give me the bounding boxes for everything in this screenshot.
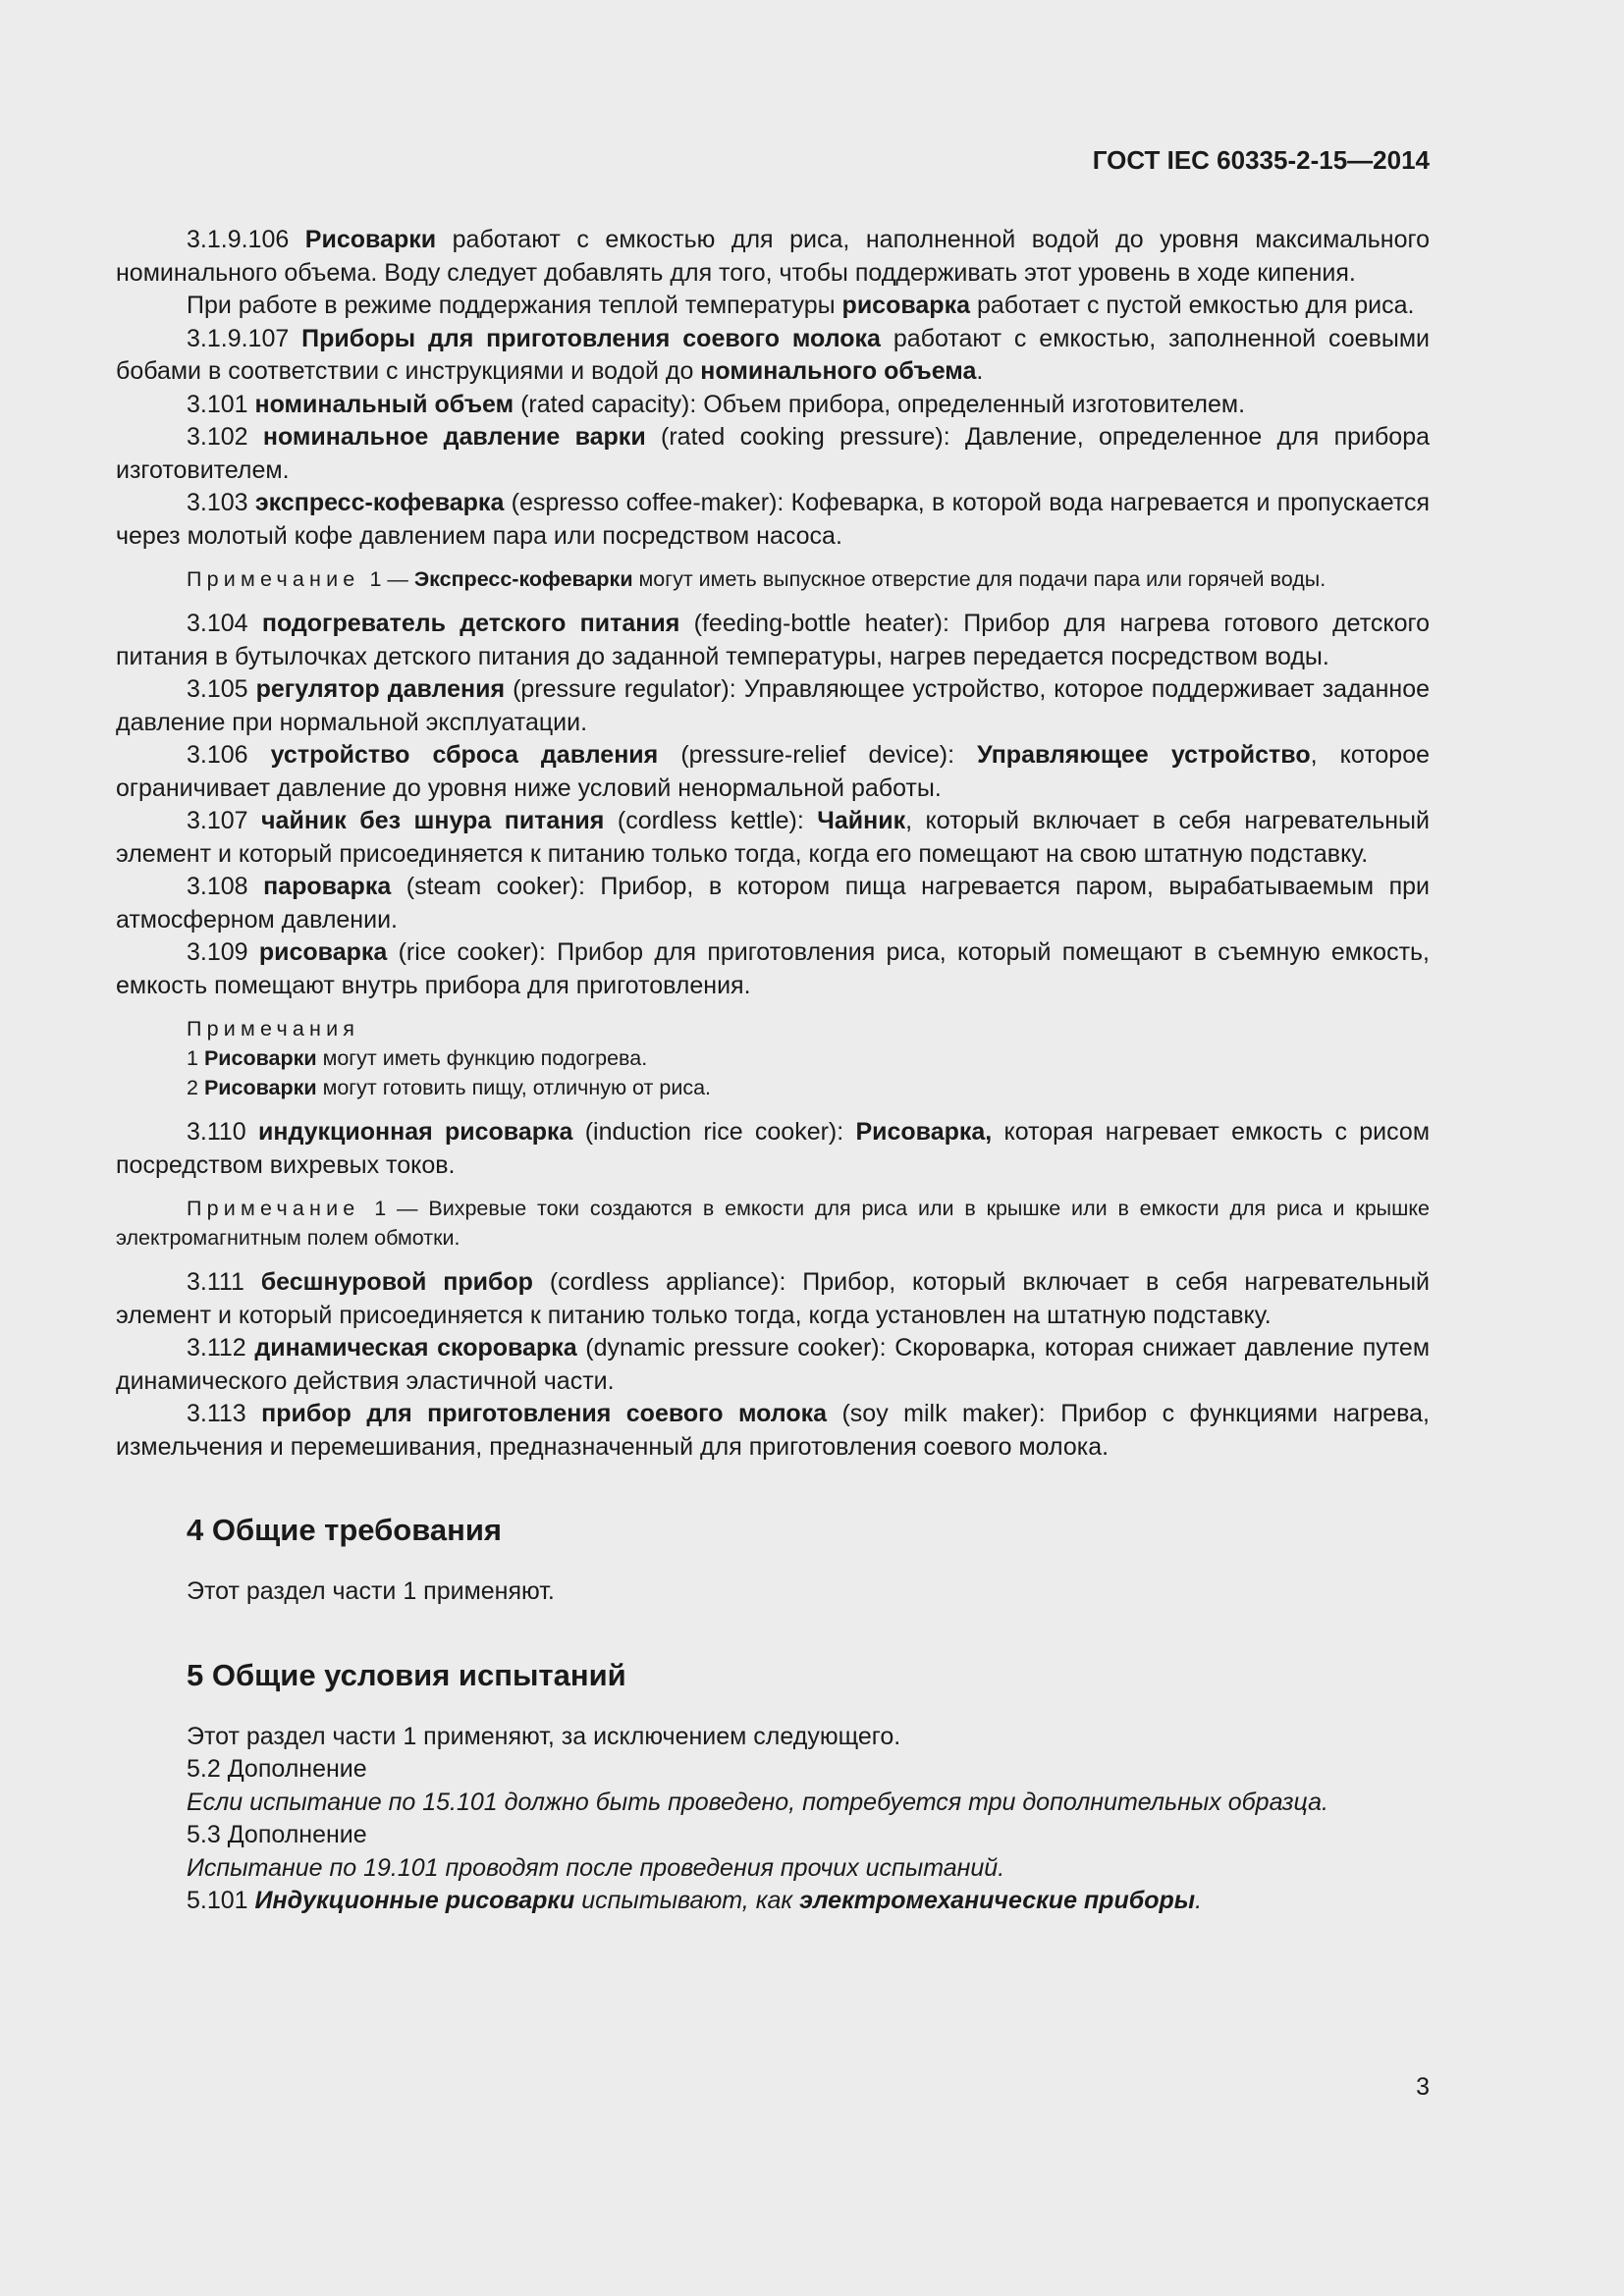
term: экспресс-кофеварка	[254, 489, 505, 516]
term: номинальное давление варки	[262, 423, 646, 451]
section-5-101: 5.101 Индукционные рисоварки испытывают, как электромеханические приборы.	[187, 1887, 1203, 1914]
section-5-title: 5 Общие условия испытаний	[187, 1657, 626, 1692]
term: бесшнуровой прибор	[260, 1268, 533, 1296]
term: Управляющее устройство	[977, 741, 1311, 769]
term: Рисоварки	[203, 1046, 317, 1070]
term: электромеханические приборы	[799, 1887, 1196, 1914]
term: динамическая скороварка	[254, 1334, 577, 1362]
term: рисоварка	[258, 938, 388, 966]
clause-3-110: 3.110 индукционная рисоварка (induction rice cooker): Рисоварка, которая нагревает емкость с рисом посредством вихревых токов.	[116, 1118, 1431, 1179]
term: Рисоварка,	[855, 1118, 993, 1146]
note-label: Примечания	[187, 1017, 360, 1041]
term: номинальный объем	[254, 390, 514, 418]
section-5-2-text: Если испытание по 15.101 должно быть проведено, потребуется три дополнительных образца.	[187, 1788, 1328, 1816]
document-id-header: ГОСТ IEC 60335-2-15—2014	[1092, 145, 1430, 175]
term: Экспресс-кофеварки	[413, 567, 633, 591]
clause-3-1-9-107: 3.1.9.107 Приборы для приготовления соевого молока работают с емкостью, заполненной соевыми бобами в соответствии с инструкциями и водой до номинального объема.	[116, 324, 1430, 385]
clause-3-105: 3.105 регулятор давления (pressure regulator): Управляющее устройство, которое поддерживает заданное давление при нормальной эксплуатации.	[116, 675, 1430, 736]
term: пароварка	[263, 873, 392, 900]
notes-3-109	[116, 1014, 1430, 1102]
page-number: 3	[1416, 2073, 1430, 2101]
clause-3-104: 3.104 подогреватель детского питания (feeding-bottle heater): Прибор для нагрева готового детского питания в бутылочках детского питания до заданной температуры, нагрев передается посредством воды.	[116, 610, 1430, 670]
clause-3-112: 3.112 динамическая скороварка (dynamic pressure cooker): Скороварка, которая снижает давление путем динамического действия эластичной части.	[116, 1334, 1431, 1395]
term: Рисоварки	[304, 226, 437, 253]
term: устройство сброса давления	[270, 741, 659, 769]
term: индукционная рисоварка	[257, 1118, 573, 1146]
clause-3-1-9-106: 3.1.9.106 Рисоварки работают с емкостью для риса, наполненной водой до уровня максимального номинального объема. Воду следует добавлять для того, чтобы поддерживать этот уровень в ходе кипения.	[116, 226, 1430, 287]
clause-3-101: 3.101 номинальный объем (rated capacity): Объем прибора, определенный изготовителем.	[187, 390, 1246, 418]
clause-3-107: 3.107 чайник без шнура питания (cordless kettle): Чайник, который включает в себя нагревательный элемент и который присоединяется к питанию только тогда, когда его помещают на свою штатную подставку.	[116, 807, 1430, 868]
clause-3-1-9-106-continuation: При работе в режиме поддержания теплой температуры рисоварка работает с пустой емкостью для риса.	[187, 292, 1415, 319]
term: подогреватель детского питания	[261, 610, 680, 637]
note-label: Примечание	[187, 567, 360, 591]
clause-3-103: 3.103 экспресс-кофеварка (espresso coffee-maker): Кофеварка, в которой вода нагревается и пропускается через молотый кофе давлением пара или посредством насоса.	[116, 489, 1430, 550]
document-body	[116, 224, 1430, 1918]
clause-3-102: 3.102 номинальное давление варки (rated cooking pressure): Давление, определенное для прибора изготовителем.	[116, 423, 1431, 484]
note-3-103: Примечание 1 — Экспресс-кофеварки могут иметь выпускное отверстие для подачи пара или горячей воды.	[187, 567, 1326, 591]
note-item: 1 Рисоварки могут иметь функцию подогрева.	[187, 1046, 648, 1070]
clause-3-113: 3.113 прибор для приготовления соевого молока (soy milk maker): Прибор с функциями нагрева, измельчения и перемешивания, предназначенный для приготовления соевого молока.	[116, 1400, 1430, 1461]
note-item: 2 Рисоварки могут готовить пищу, отличную от риса.	[187, 1076, 712, 1099]
term: Рисоварки	[203, 1076, 317, 1099]
section-4-title: 4 Общие требования	[187, 1513, 502, 1547]
section-4-text: Этот раздел части 1 применяют.	[187, 1577, 555, 1605]
section-5-intro: Этот раздел части 1 применяют, за исключением следующего.	[187, 1722, 901, 1750]
clause-3-109: 3.109 рисоварка (rice cooker): Прибор для приготовления риса, который помещают в съемную емкость, емкость помещают внутрь прибора для приготовления.	[116, 938, 1431, 999]
term: рисоварка	[841, 292, 970, 319]
term: Чайник	[817, 807, 906, 834]
note-label: Примечание	[187, 1197, 360, 1220]
term: Индукционные рисоварки	[254, 1887, 575, 1914]
note-3-110: Примечание 1 — Вихревые токи создаются в емкости для риса или в крышке или в емкости для риса и крышке электромагнитным полем обмотки.	[116, 1197, 1430, 1250]
term: регулятор давления	[255, 675, 506, 703]
clause-3-111: 3.111 бесшнуровой прибор (cordless appliance): Прибор, который включает в себя нагревательный элемент и который присоединяется к питанию только тогда, когда установлен на штатную подставку.	[116, 1268, 1431, 1329]
clause-3-106: 3.106 устройство сброса давления (pressure-relief device): Управляющее устройство, которое ограничивает давление до уровня ниже условий ненормальной работы.	[116, 741, 1430, 802]
term: Приборы для приготовления соевого молока	[301, 324, 881, 352]
clause-3-108: 3.108 пароварка (steam cooker): Прибор, в котором пища нагревается паром, вырабатываемым при атмосферном давлении.	[116, 873, 1430, 934]
term: прибор для приготовления соевого молока	[261, 1400, 828, 1427]
section-5-2-heading: 5.2 Дополнение	[187, 1755, 367, 1783]
section-5-3-heading: 5.3 Дополнение	[187, 1821, 367, 1848]
term: чайник без шнура питания	[261, 807, 605, 834]
section-5-3-text: Испытание по 19.101 проводят после проведения прочих испытаний.	[187, 1853, 1005, 1882]
term: номинального объема	[700, 357, 977, 385]
